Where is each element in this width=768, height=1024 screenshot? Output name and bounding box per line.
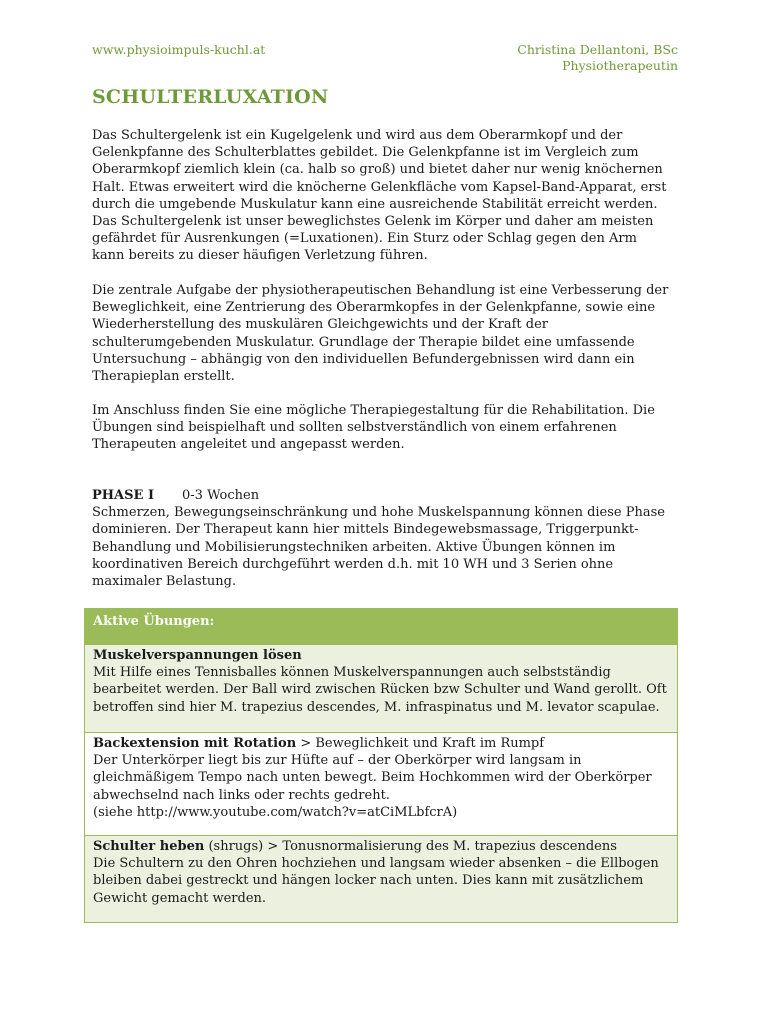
phase-section [92,487,672,590]
exercise-row [85,644,677,732]
exercise-description: Der Unterkörper liegt bis zur Hüfte auf – der Oberkörper wird langsam in gleichmäßigem Tempo nach unten bewegt. Beim Hochkommen wird der Oberkörper abwechselnd nach links oder rechts gedreht. [93,753,652,803]
exercise-subtitle: > Beweglichkeit und Kraft im Rumpf [296,736,545,751]
exercise-video-link[interactable]: (siehe http://www.youtube.com/watch?v=atCiMLbfcrA) [93,804,458,820]
phase-description: Schmerzen, Bewegungseinschränkung und hohe Muskelspannung können diese Phase dominieren. Der Therapeut kann hier mittels Bindegewebsmassage, Triggerpunkt-Behandlung und Mobilisierungstechniken arbeiten. Aktive Übungen können im koordinativen Bereich durchgeführt werden d.h. mit 10 WH und 3 Serien ohne maximaler Belastung. [92,505,665,590]
exercise-heading [93,647,669,664]
phase-label: PHASE I [92,488,155,503]
exercise-heading [93,735,669,752]
phase-heading [92,487,672,504]
phase-duration: 0-3 Wochen [182,488,260,503]
exercise-row [85,835,677,922]
author-role: Physiotherapeutin [562,58,678,73]
exercise-subtitle: (shrugs) > Tonusnormalisierung des M. trapezius descendens [204,839,617,854]
rehab-note-paragraph: Im Anschluss finden Sie eine mögliche Therapiegestaltung für die Rehabilitation. Die Übungen sind beispielhaft und sollten selbstverständlich von einem erfahrenen Therapeuten angeleitet und angepasst werden. [92,403,655,453]
website-link[interactable]: www.physioimpuls-kuchl.at [92,42,266,57]
author-block [517,42,678,74]
page-title: SCHULTERLUXATION [92,86,329,108]
therapy-goal-paragraph: Die zentrale Aufgabe der physiotherapeutischen Behandlung ist eine Verbesserung der Beweglichkeit, eine Zentrierung des Oberarmkopfes in der Gelenkpfanne, sowie eine Wiederherstellung des muskulären Gleichgewichts und der Kraft der schulterumgebenden Muskulatur. Grundlage der Therapie bildet eine umfassende Untersuchung – abhängig von den individuellen Befundergebnissen wird dann ein Therapieplan erstellt. [92,283,669,385]
exercises-table-header: Aktive Übungen: [85,609,677,644]
exercises-table [84,608,678,923]
author-name: Christina Dellantoni, BSc [517,42,678,57]
exercise-title: Muskelverspannungen lösen [93,648,302,663]
exercise-title: Backextension mit Rotation [93,736,297,751]
exercise-description: Die Schultern zu den Ohren hochziehen und langsam wieder absenken – die Ellbogen bleiben dabei gestreckt und hängen locker nach unten. Dies kann mit zusätzlichem Gewicht gemacht werden. [93,856,659,906]
intro-paragraph: Das Schultergelenk ist ein Kugelgelenk und wird aus dem Oberarmkopf und der Gelenkpfanne des Schulterblattes gebildet. Die Gelenkpfanne ist im Vergleich zum Oberarmkopf ziemlich klein (ca. halb so groß) und bietet daher nur wenig knöchernen Halt. Etwas erweitert wird die knöcherne Gelenkfläche vom Kapsel-Band-Apparat, erst durch die umgebende Muskulatur kann eine ausreichende Stabilität erreicht werden. Das Schultergelenk ist unser beweglichstes Gelenk im Körper und daher am meisten gefährdet für Ausrenkungen (=Luxationen). Ein Sturz oder Schlag gegen den Arm kann bereits zu dieser häufigen Verletzung führen. [92,128,667,264]
exercise-title: Schulter heben [93,839,205,854]
exercise-heading [93,838,669,855]
exercise-description: Mit Hilfe eines Tennisballes können Muskelverspannungen auch selbstständig bearbeitet werden. Der Ball wird zwischen Rücken bzw Schulter und Wand gerollt. Oft betroffen sind hier M. trapezius descendes, M. infraspinatus und M. levator scapulae. [93,665,667,715]
exercise-row [85,732,677,835]
